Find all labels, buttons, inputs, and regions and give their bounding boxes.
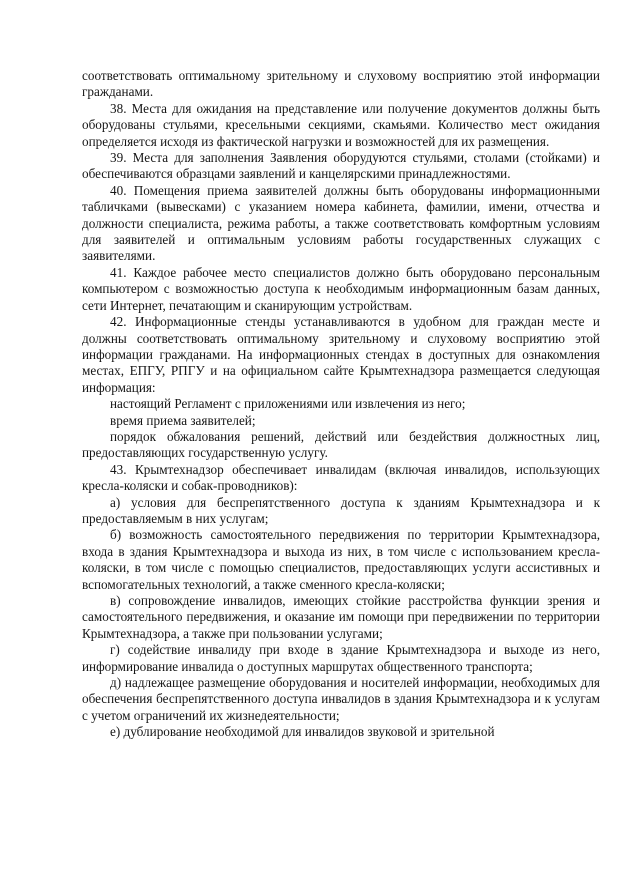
paragraph-42-item-appeal-procedure: порядок обжалования решений, действий или бездействия должностных лиц, предоставляющих государственную услугу. <box>82 428 600 461</box>
paragraph-43-item-v: в) сопровождение инвалидов, имеющих стойкие расстройства функции зрения и самостоятельного передвижения, и оказание им помощи при передвижении по территории Крымтехнадзора, а также при пользовании услугами; <box>82 593 600 641</box>
paragraph-40: 40. Помещения приема заявителей должны быть оборудованы информационными табличками (вывесками) с указанием номера кабинета, фамилии, имени, отчества и должности специалиста, режима работы, а также соответствовать комфортным условиям для заявителей и оптимальным условиям работы государственных служащих с заявителями. <box>82 182 600 264</box>
document-body <box>82 68 600 741</box>
paragraph-43: 43. Крымтехнадзор обеспечивает инвалидам (включая инвалидов, использующих кресла-коляски и собак-проводников): <box>82 461 600 494</box>
paragraph-43-item-g: г) содействие инвалиду при входе в здание Крымтехнадзора и выходе из него, информирование инвалида о доступных маршрутах общественного транспорта; <box>82 642 600 674</box>
paragraph-41: 41. Каждое рабочее место специалистов должно быть оборудовано персональным компьютером с возможностью доступа к необходимым информационным базам данных, сети Интернет, печатающим и сканирующим устройствам. <box>82 264 600 313</box>
paragraph-38: 38. Места для ожидания на представление или получение документов должны быть оборудованы стульями, кресельными секциями, скамьями. Количество мест ожидания определяется исходя из фактической нагрузки и возможностей для их размещения. <box>82 100 600 149</box>
paragraph-42: 42. Информационные стенды устанавливаются в удобном для граждан месте и должны соответствовать оптимальному зрительному и слуховому восприятию этой информации гражданами. На информационных стендах в доступных для ознакомления местах, ЕПГУ, РПГУ и на официальном сайте Крымтехнадзора размещается следующая информация: <box>82 314 600 395</box>
paragraph-43-item-a: а) условия для беспрепятственного доступа к зданиям Крымтехнадзора и к предоставляемым в них услугам; <box>82 494 600 526</box>
paragraph-43-item-b: б) возможность самостоятельного передвижения по территории Крымтехнадзора, входа в здания Крымтехнадзора и выхода из них, в том числе с использованием кресла-коляски, в том числе с помощью специалистов, предоставляющих услуги ассистивных и вспомогательных технологий, а также сменного кресла-коляски; <box>82 527 600 592</box>
paragraph-continuation: соответствовать оптимальному зрительному и слуховому восприятию этой информации гражданами. <box>82 68 600 100</box>
paragraph-43-item-d: д) надлежащее размещение оборудования и носителей информации, необходимых для обеспечения беспрепятственного доступа инвалидов в здания Крымтехнадзора и к услугам с учетом ограничений их жизнедеятельности; <box>82 675 600 723</box>
paragraph-43-item-e: е) дублирование необходимой для инвалидов звуковой и зрительной <box>110 724 495 740</box>
paragraph-42-item-reception-time: время приема заявителей; <box>110 412 256 428</box>
paragraph-42-item-regulation: настоящий Регламент с приложениями или извлечения из него; <box>110 396 466 412</box>
paragraph-39: 39. Места для заполнения Заявления оборудуются стульями, столами (стойками) и обеспечиваются образцами заявлений и канцелярскими принадлежностями. <box>82 150 600 182</box>
